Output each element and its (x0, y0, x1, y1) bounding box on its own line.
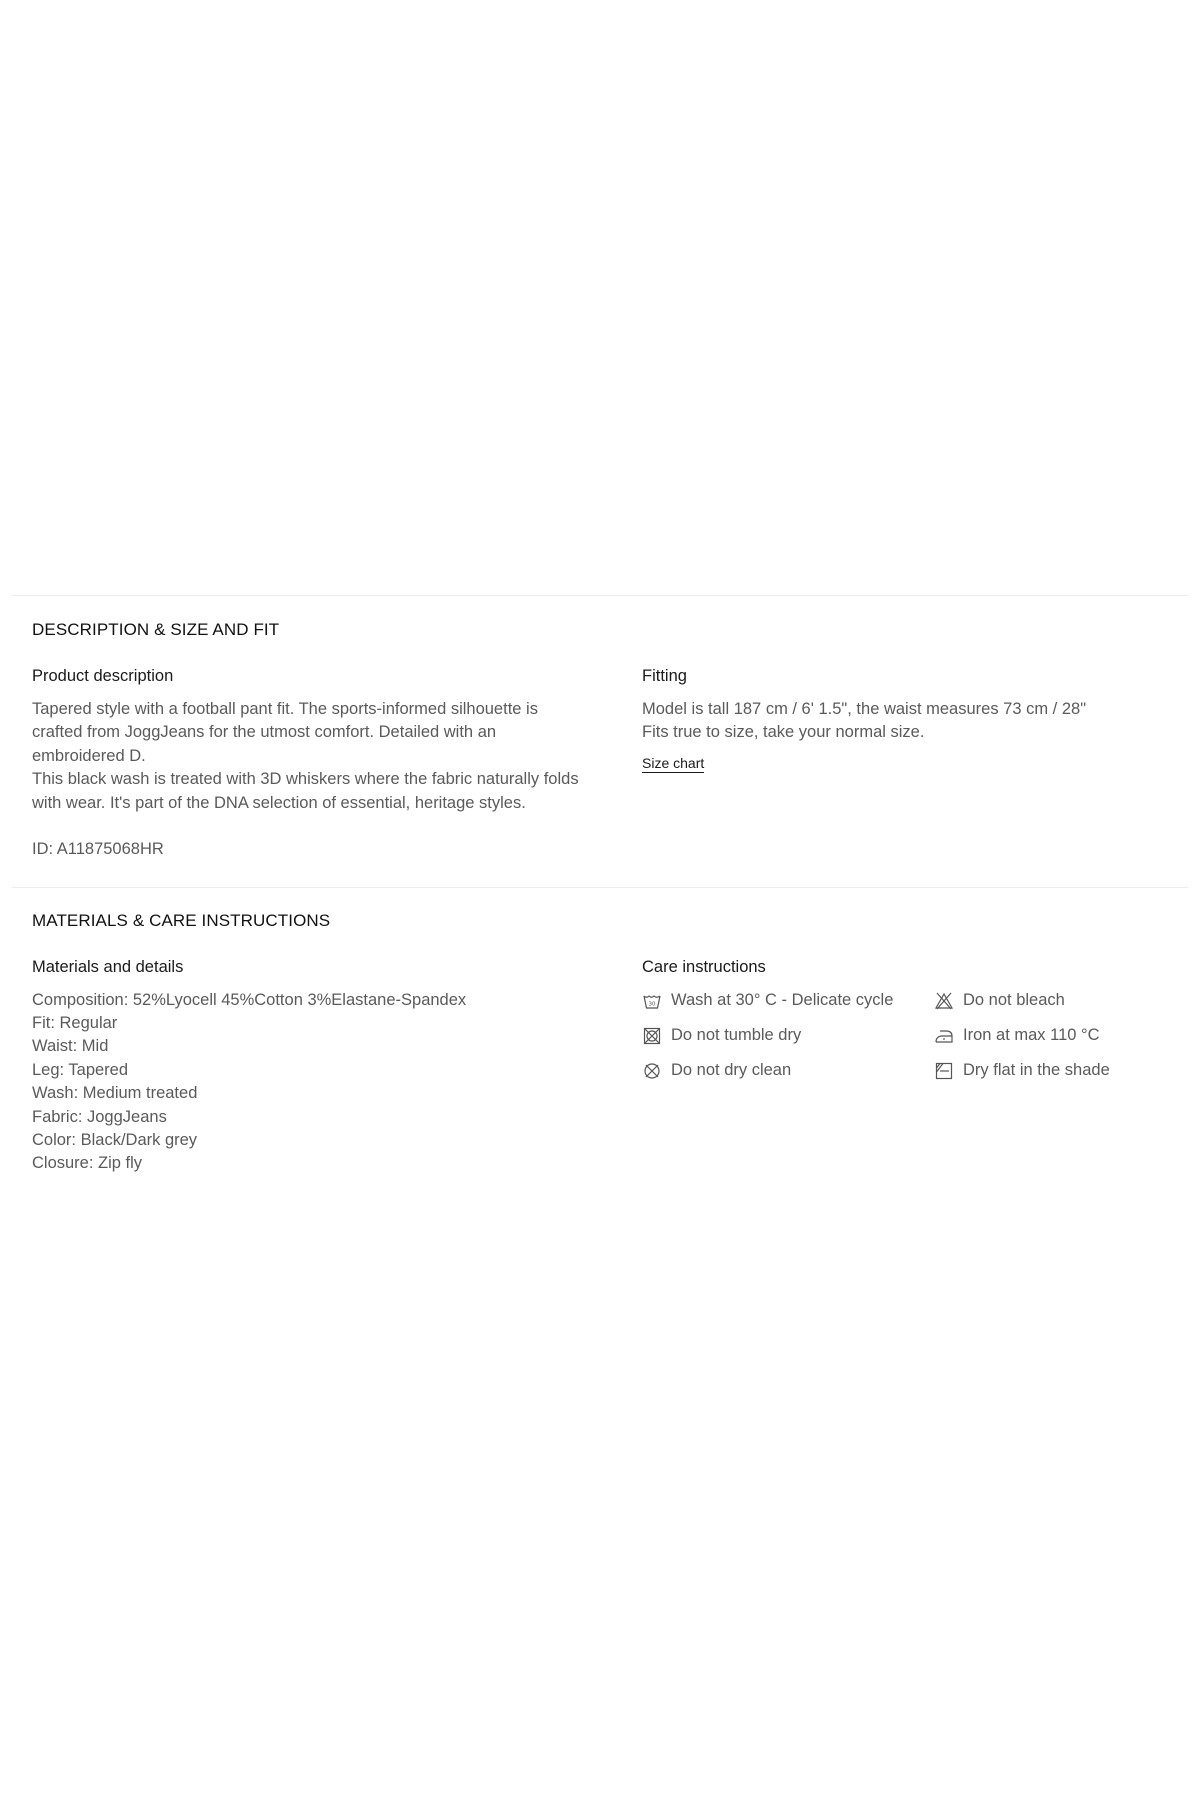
description-section-title: DESCRIPTION & SIZE AND FIT (32, 620, 280, 639)
care-item-dry-flat (934, 1059, 1134, 1083)
dry-flat-shade-icon (934, 1061, 954, 1081)
product-description-block (32, 665, 612, 862)
no-tumble-dry-icon (642, 1026, 662, 1046)
care-item-label: Wash at 30° C - Delicate cycle (671, 990, 894, 1009)
iron-low-icon (934, 1026, 954, 1046)
care-item-label: Iron at max 110 °C (963, 1025, 1100, 1044)
no-bleach-icon (934, 991, 954, 1011)
care-block (642, 956, 1162, 1083)
material-detail-line: Composition: 52%Lyocell 45%Cotton 3%Elastane-Spandex (32, 990, 467, 1009)
care-item-wash (642, 989, 934, 1013)
fitting-text: Model is tall 187 cm / 6' 1.5", the waist measures 73 cm / 28" Fits true to size, take your normal size. (642, 699, 1087, 741)
materials-heading: Materials and details (32, 958, 184, 976)
care-item-bleach (934, 989, 1134, 1013)
product-id: ID: A11875068HR (32, 840, 164, 858)
material-detail-line: Leg: Tapered (32, 1060, 129, 1079)
care-heading: Care instructions (642, 958, 766, 976)
care-item-dry-clean (642, 1059, 934, 1083)
material-detail-line: Closure: Zip fly (32, 1154, 143, 1173)
material-detail-line: Fit: Regular (32, 1013, 118, 1032)
material-detail-line: Wash: Medium treated (32, 1084, 198, 1103)
wash-30-icon (642, 991, 662, 1011)
materials-block (32, 956, 612, 1176)
section-divider (12, 887, 1188, 888)
fitting-block (642, 665, 1162, 775)
material-detail-line: Color: Black/Dark grey (32, 1130, 198, 1149)
care-instructions-grid (642, 989, 1162, 1083)
materials-section-title: MATERIALS & CARE INSTRUCTIONS (32, 911, 331, 930)
material-detail-line: Waist: Mid (32, 1037, 109, 1056)
care-item-label: Dry flat in the shade (963, 1060, 1110, 1079)
product-description-heading: Product description (32, 667, 174, 685)
care-item-label: Do not tumble dry (671, 1025, 802, 1044)
fitting-heading: Fitting (642, 667, 687, 685)
size-chart-link[interactable]: Size chart (642, 754, 705, 771)
care-item-iron (934, 1024, 1134, 1048)
care-item-label: Do not dry clean (671, 1060, 792, 1079)
care-item-label: Do not bleach (963, 990, 1065, 1009)
product-description-text: Tapered style with a football pant fit. The sports-informed silhouette is crafted from JoggJeans for the utmost comfort. Detailed with an embroidered D. This black wash is treated with 3D whiskers where the fabric naturally folds with wear. It's part of the DNA selection of essential, heritage styles. (32, 699, 579, 812)
top-divider (12, 595, 1188, 596)
svg-text:30: 30 (648, 1001, 656, 1007)
care-item-tumble-dry (642, 1024, 934, 1048)
material-detail-line: Fabric: JoggJeans (32, 1107, 167, 1126)
no-dry-clean-icon (642, 1061, 662, 1081)
